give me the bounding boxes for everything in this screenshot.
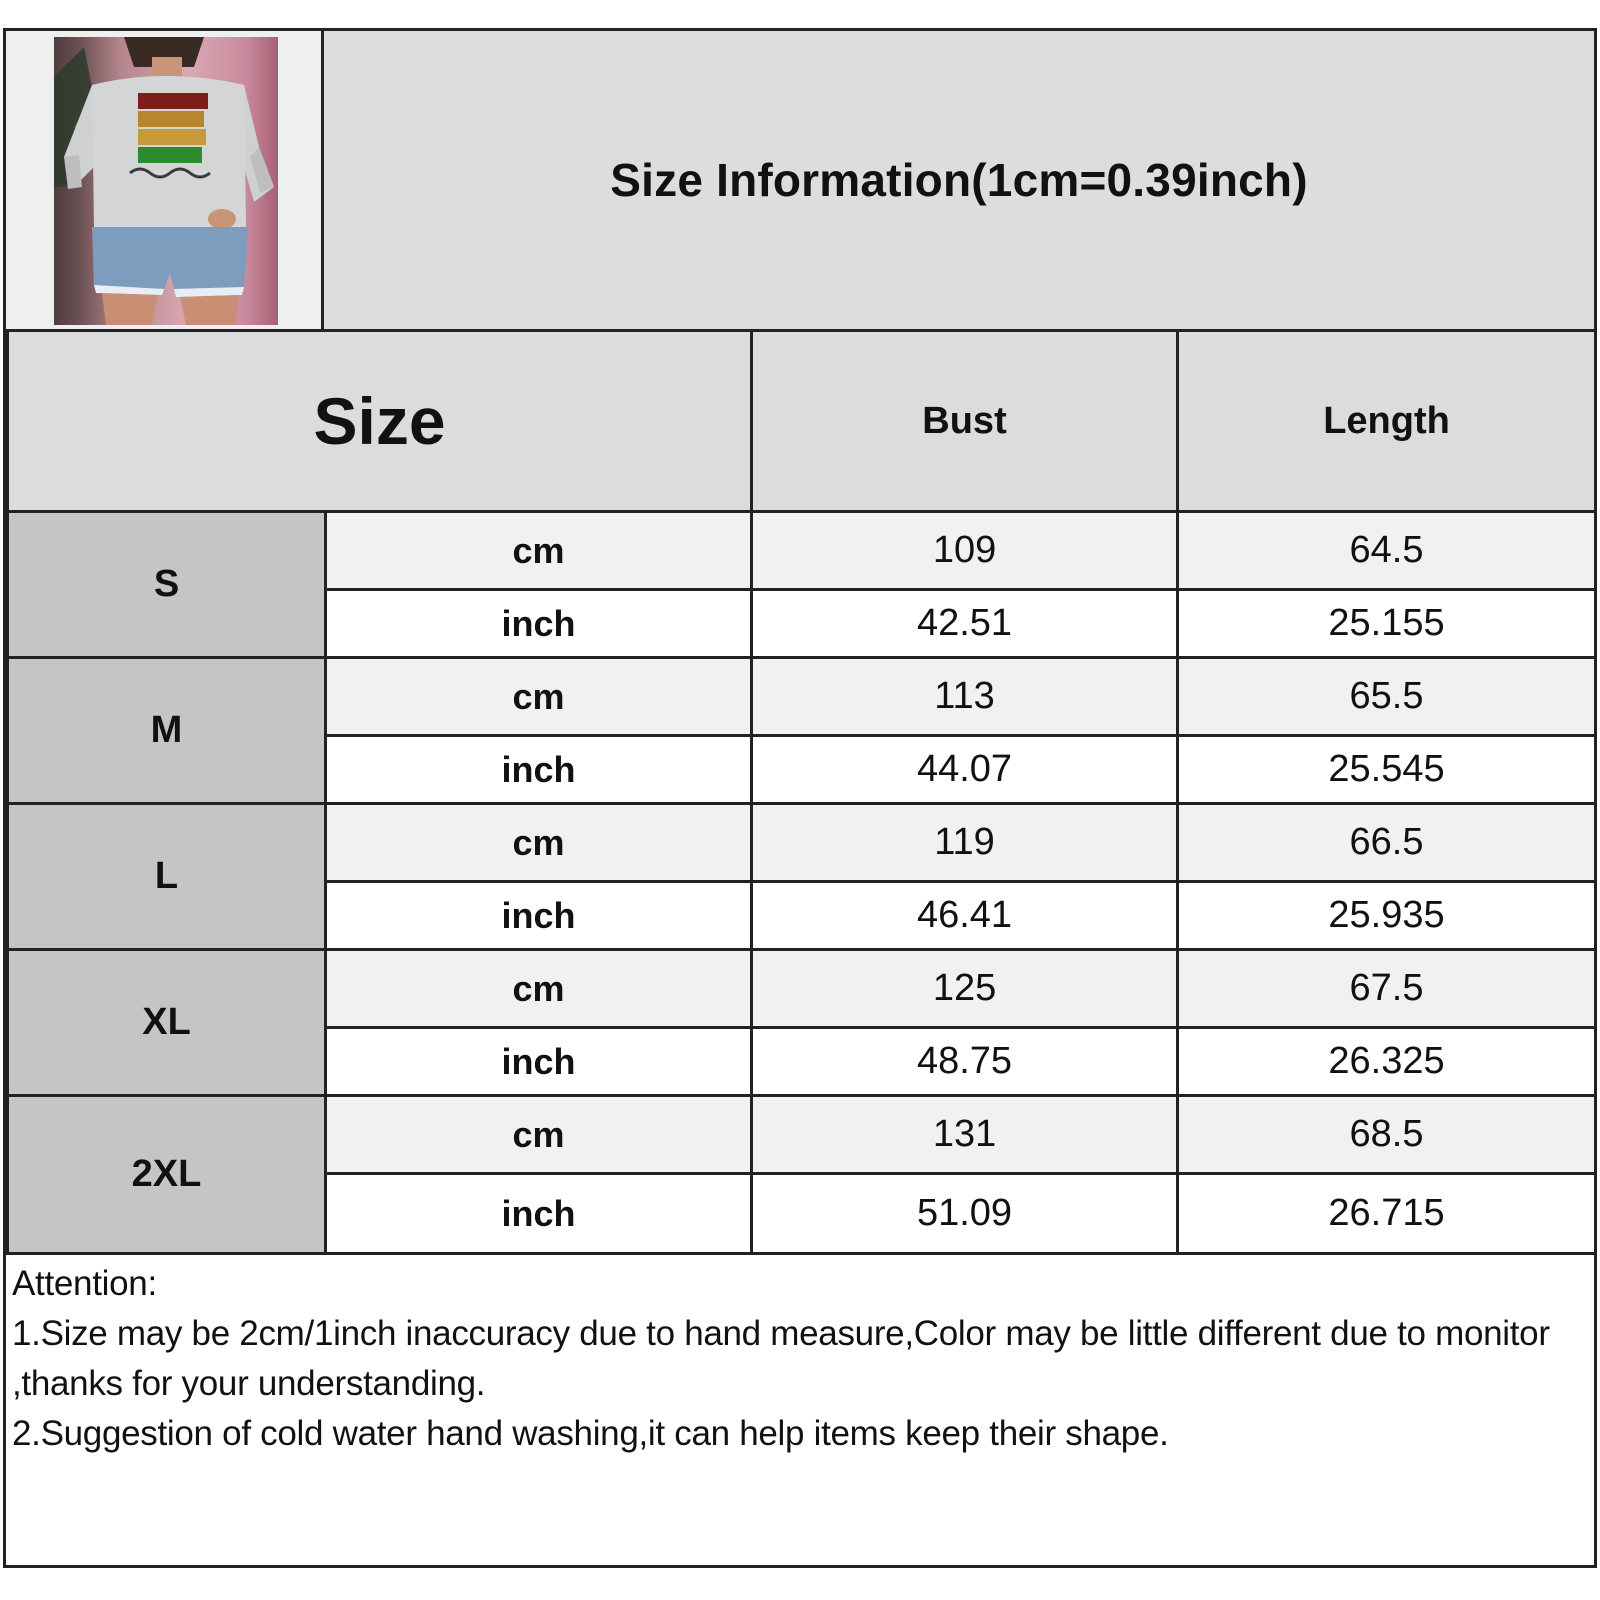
- unit-label: inch: [326, 1174, 752, 1254]
- unit-label: cm: [326, 512, 752, 590]
- unit-label: inch: [326, 882, 752, 950]
- length-value: 25.935: [1178, 882, 1596, 950]
- notes-heading: Attention:: [12, 1264, 157, 1303]
- bust-value: 125: [752, 950, 1178, 1028]
- table-row: [8, 950, 1596, 1028]
- unit-label: cm: [326, 1096, 752, 1174]
- size-label: M: [8, 658, 326, 804]
- unit-label: cm: [326, 950, 752, 1028]
- length-value: 65.5: [1178, 658, 1596, 736]
- length-value: 64.5: [1178, 512, 1596, 590]
- bust-value: 51.09: [752, 1174, 1178, 1254]
- bust-column-header: Bust: [752, 331, 1178, 512]
- product-photo-illustration: [54, 37, 278, 325]
- length-value: 66.5: [1178, 804, 1596, 882]
- bust-value: 46.41: [752, 882, 1178, 950]
- unit-label: inch: [326, 736, 752, 804]
- unit-label: cm: [326, 658, 752, 736]
- length-value: 26.325: [1178, 1028, 1596, 1096]
- bust-value: 109: [752, 512, 1178, 590]
- table-row: [8, 512, 1596, 590]
- unit-label: cm: [326, 804, 752, 882]
- length-value: 26.715: [1178, 1174, 1596, 1254]
- table-row: [8, 1096, 1596, 1174]
- unit-label: inch: [326, 590, 752, 658]
- photo-cell: [6, 31, 324, 329]
- table-row: [8, 804, 1596, 882]
- note-line: 2.Suggestion of cold water hand washing,it can help items keep their shape.: [12, 1414, 1169, 1453]
- length-value: 25.545: [1178, 736, 1596, 804]
- bust-value: 113: [752, 658, 1178, 736]
- unit-label: inch: [326, 1028, 752, 1096]
- size-chart: [3, 28, 1597, 1568]
- bust-value: 119: [752, 804, 1178, 882]
- product-photo: [54, 37, 278, 325]
- bust-value: 44.07: [752, 736, 1178, 804]
- attention-notes: [12, 1259, 1590, 1459]
- bust-value: 42.51: [752, 590, 1178, 658]
- size-label: 2XL: [8, 1096, 326, 1254]
- bust-value: 131: [752, 1096, 1178, 1174]
- size-column-header: Size: [8, 331, 752, 512]
- size-label: L: [8, 804, 326, 950]
- table-header-row: [8, 331, 1596, 512]
- header-band: [6, 31, 1594, 332]
- length-column-header: Length: [1178, 331, 1596, 512]
- size-label: XL: [8, 950, 326, 1096]
- title-cell: [324, 31, 1594, 329]
- size-label: S: [8, 512, 326, 658]
- length-value: 67.5: [1178, 950, 1596, 1028]
- table-row: [8, 658, 1596, 736]
- bust-value: 48.75: [752, 1028, 1178, 1096]
- length-value: 25.155: [1178, 590, 1596, 658]
- size-table: [6, 329, 1597, 1255]
- length-value: 68.5: [1178, 1096, 1596, 1174]
- page-title: Size Information(1cm=0.39inch): [610, 154, 1308, 206]
- note-line: 1.Size may be 2cm/1inch inaccuracy due to hand measure,Color may be little different due to monitor ,thanks for your understanding.: [12, 1314, 1550, 1403]
